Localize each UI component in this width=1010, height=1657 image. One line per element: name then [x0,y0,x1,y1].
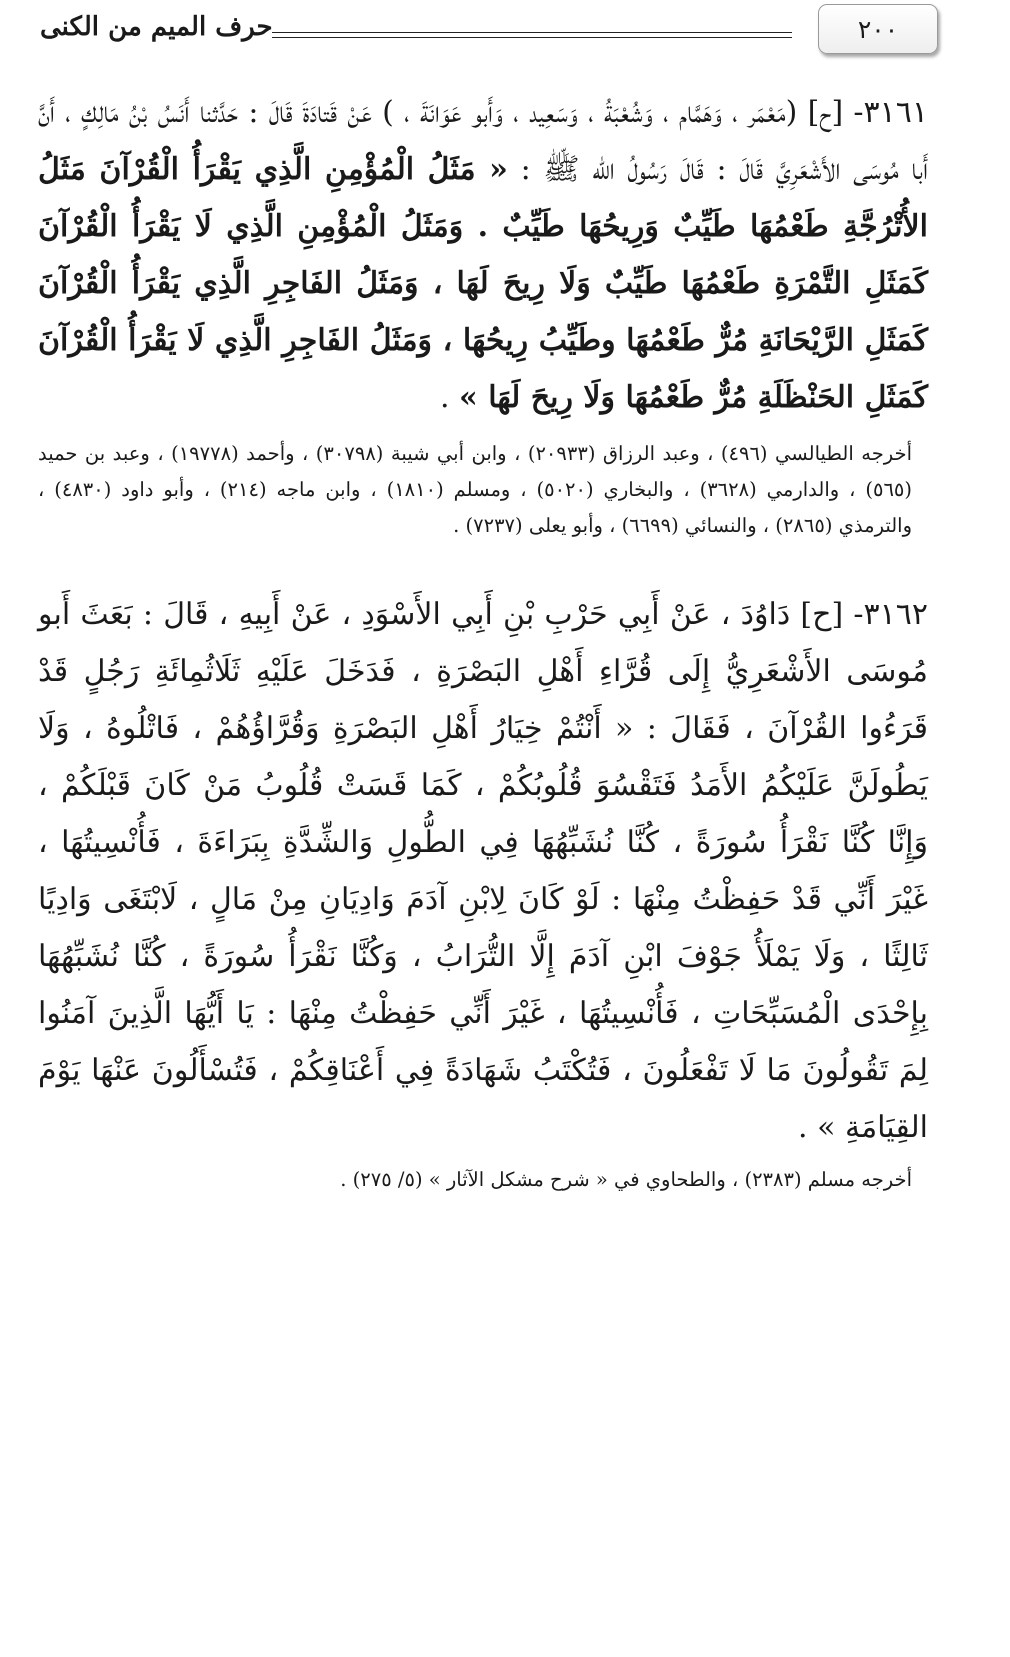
takhrij-3162: أخرجه مسلم (٢٣٨٣) ، والطحاوي في « شرح مشكل الآثار » (٥/ ٢٧٥) . [340,1168,912,1191]
header-rule [272,32,792,38]
takhrij-3161: أخرجه الطيالسي (٤٩٦) ، وعبد الرزاق (٢٠٩٣٣) ، وابن أبي شيبة (٣٠٧٩٨) ، وأحمد (١٩٧٧٨) ، وعبد بن حميد (٥٦٥) ، والدارمي (٣٦٢٨) ، والبخاري (٥٠٢٠) ، ومسلم (١٨١٠) ، وابن ماجه (٢١٤) ، وأبو داود (٤٨٣٠) ، والترمذي (٢٨٦٥) ، والنسائي (٦٦٩٩) ، وأبو يعلى (٧٢٣٧) . [38,442,912,537]
page-number [818,4,938,54]
hadith-number: ٣١٦١- [853,95,928,130]
page-content [38,84,928,1198]
hadith-number: ٣١٦٢- [853,597,928,632]
page-header [30,0,938,62]
hadith-end: . [439,380,460,415]
hadith-3162 [38,586,928,1156]
hadith-matn: « مَثَلُ الْمُؤْمِنِ الَّذِي يَقْرَأُ الْقُرْآنَ مَثَلُ الأُتْرُجَّةِ طَعْمُهَا طَيِّبٌ وَرِيحُهَا طَيِّبٌ . وَمَثَلُ الْمُؤْمِنِ الَّذِي لَا يَقْرَأُ الْقُرْآنَ كَمَثَلِ التَّمْرَةِ طَعْمُهَا طَيِّبٌ وَلَا رِيحَ لَهَا ، وَمَثَلُ الفَاجِرِ الَّذِي يَقْرَأُ الْقُرْآنَ كَمَثَلِ الرَّيْحَانَةِ مُرٌّ طَعْمُهَا وطَيِّبُ رِيحُهَا ، وَمَثَلُ الفَاجِرِ الَّذِي لَا يَقْرَأُ الْقُرْآنَ كَمَثَلِ الحَنْظَلَةِ مُرٌّ طَعْمُهَا وَلَا رِيحَ لَهَا » [38,152,928,415]
running-title: حرف الميم من الكنى [40,12,273,42]
page-number-text: ٢٠٠ [857,14,899,44]
hadith-text: [ح] دَاوُدَ ، عَنْ أَبِي حَرْبِ بْنِ أَبِي الأَسْوَدِ ، عَنْ أَبِيهِ ، قَالَ : بَعَثَ أَبو مُوسَى الأَشْعَرِيُّ إِلَى قُرَّاءِ أَهْلِ البَصْرَةِ ، فَدَخَلَ عَلَيْهِ ثَلَاثُمِائَةِ رَجُلٍ قَدْ قَرَءُوا القُرْآنَ ، فَقَالَ : « أَنْتُمْ خِيَارُ أَهْلِ البَصْرَةِ وَقُرَّاؤُهُمْ ، فَاتْلُوهُ ، وَلَا يَطُولَنَّ عَلَيْكُمُ الأَمَدُ فَتَقْسُوَ قُلُوبُكُمْ ، كَمَا قَسَتْ قُلُوبُ مَنْ كَانَ قَبْلَكُمْ ، وَإِنَّا كُنَّا نَقْرَأُ سُورَةً ، كُنَّا نُشَبِّهُهَا فِي الطُّولِ وَالشِّدَّةِ بِبَرَاءَةَ ، فَأُنْسِيتُهَا ، غَيْرَ أَنِّي قَدْ حَفِظْتُ مِنْهَا : لَوْ كَانَ لِابْنِ آدَمَ وَادِيَانِ مِنْ مَالٍ ، لَابْتَغَى وَادِيًا ثَالِثًا ، وَلَا يَمْلَأُ جَوْفَ ابْنِ آدَمَ إِلَّا التُّرَابُ ، وَكُنَّا نَقْرَأُ سُورَةً ، كُنَّا نُشَبِّهُهَا بِإِحْدَى الْمُسَبِّحَاتِ ، فَأُنْسِيتُهَا ، غَيْرَ أَنِّي حَفِظْتُ مِنْهَا : يَا أَيُّهَا الَّذِينَ آمَنُوا لِمَ تَقُولُونَ مَا لَا تَفْعَلُونَ ، فَتُكْتَبُ شَهَادَةً فِي أَعْنَاقِكُمْ ، فَتُسْأَلُونَ عَنْهَا يَوْمَ القِيَامَةِ » . [38,597,928,1145]
hadith-isnad: [ح] (مَعْمَر ، وَهَمَّام ، وَشُعْبَةُ ، وَسَعِيد ، وَأَبو عَوَانَةَ ، ) عَنْ قَتادَةَ قَالَ : حَدَّثنا أَنَسُ بْنُ مَالِكٍ ، أَنَّ أَبا مُوسَى الأَشْعَرِيَّ قَالَ : قَالَ رَسُولُ الله ﷺ : [38,95,928,187]
hadith-3161 [38,84,928,426]
